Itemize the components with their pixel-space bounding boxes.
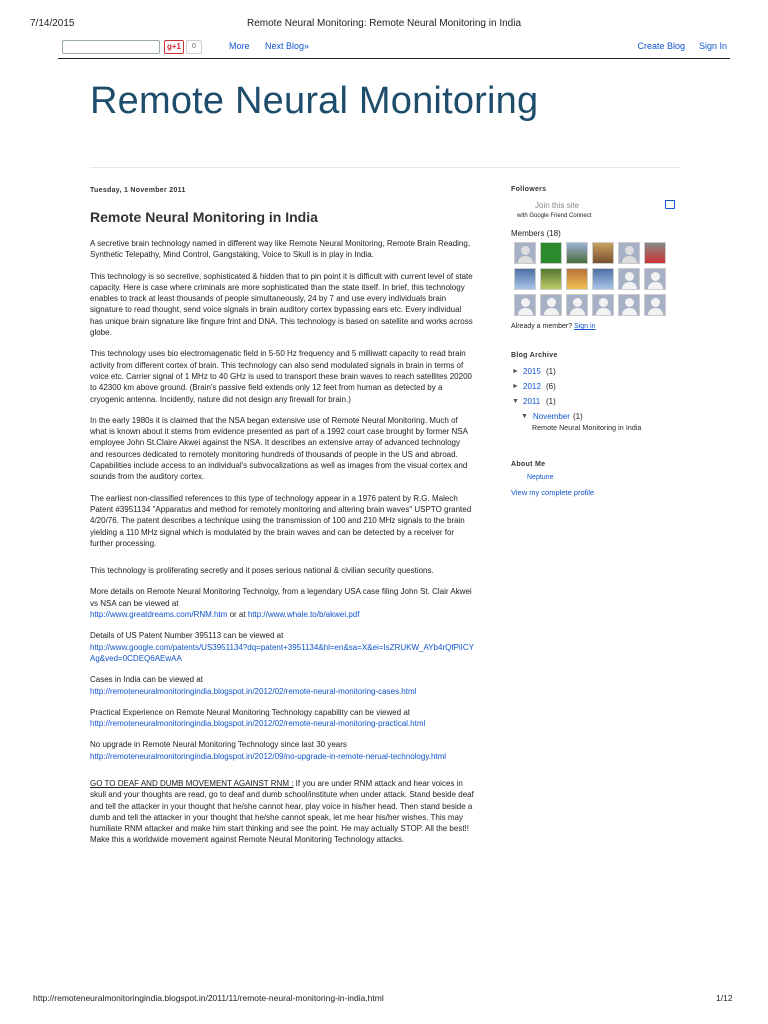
post-date: Tuesday, 1 November 2011 xyxy=(90,187,186,194)
archive-heading: Blog Archive xyxy=(511,352,558,359)
sidebar xyxy=(511,186,681,497)
member-avatar[interactable] xyxy=(514,268,536,290)
post-paragraph: This technology is so secretive, sophisticated & hidden that to pin point it is difficult with current level of state capacity. Here is case where criminals are more sophisticated than the state itself. In brief, this technology enables to track at least thousands of people simultaneously, 24 by 7 and use every individuals brain signature to read thought, send voice signals in brain auditory cortex bypassing ears etc. Every individual has unique brain signature like fingure frint and DNA. This technology is based on satellite and works across globe. xyxy=(90,271,473,338)
post-body xyxy=(90,238,475,856)
already-member xyxy=(511,323,681,330)
collapsed-toggle-icon[interactable]: ► xyxy=(512,368,519,375)
noupgrade-link[interactable]: http://remoteneuralmonitoringindia.blogspot.in/2012/09/no-upgrade-in-remote-nerual-technology.html xyxy=(90,751,447,761)
details-paragraph xyxy=(90,586,475,620)
post-paragraph: This technology is proliferating secretly and it poses serious national & civilian security questions. xyxy=(90,566,434,576)
members-count: Members (18) xyxy=(511,229,561,238)
movement-heading: GO TO DEAF AND DUMB MOVEMENT AGAINST RNM : xyxy=(90,778,294,788)
followers-heading: Followers xyxy=(511,186,547,193)
cases-intro: Cases in India can be viewed at xyxy=(90,675,203,685)
print-title: Remote Neural Monitoring: Remote Neural Monitoring in India xyxy=(246,18,522,29)
member-avatar[interactable] xyxy=(540,242,562,264)
blogger-navbar xyxy=(58,39,730,57)
cases-link[interactable]: http://remoteneuralmonitoringindia.blogspot.in/2012/02/remote-neural-monitoring-cases.html xyxy=(90,686,417,696)
search-input[interactable] xyxy=(62,40,160,54)
google-plus-one-button[interactable]: g+1 xyxy=(164,40,184,54)
sign-in-link[interactable]: Sign In xyxy=(698,41,727,51)
author-name-link[interactable]: Neptune xyxy=(527,474,554,481)
noupgrade-intro: No upgrade in Remote Neural Monitoring Technology since last 30 years xyxy=(90,740,347,750)
page-number: 1/12 xyxy=(716,993,733,1003)
next-blog-link[interactable]: Next Blog» xyxy=(265,41,310,51)
about-heading: About Me xyxy=(511,461,546,468)
blog-title[interactable]: Remote Neural Monitoring xyxy=(90,80,539,122)
member-avatar[interactable] xyxy=(514,242,536,264)
noupgrade-paragraph xyxy=(90,739,475,762)
whale-link[interactable]: http://www.whale.to/b/akwei.pdf xyxy=(247,610,360,620)
member-avatar[interactable] xyxy=(644,294,666,316)
print-header xyxy=(0,18,768,32)
already-member-text: Already a member? xyxy=(511,323,575,330)
create-blog-link[interactable]: Create Blog xyxy=(637,41,685,51)
member-avatar[interactable] xyxy=(566,294,588,316)
about-me xyxy=(511,461,681,497)
member-avatar[interactable] xyxy=(592,294,614,316)
post-paragraph: In the early 1980s it is claimed that the NSA began extensive use of Remote Neural Monitoring. Much of what is known about it stems from evidence presented as part of a 1992 court case brought by former NSA employee John St.Claire Akwei against the NSA. It describes an extensive array of advanced technology and resources dedicated to remotely monitoring hundreds of thousands of people in the US and abroad. Capabilities include access to an individual's subvocalizations as well as images from the visual cortex and sounds from the auditory cortex. xyxy=(90,415,468,482)
blog-archive xyxy=(511,352,681,432)
archive-count: (1) xyxy=(573,412,583,421)
archive-count: (6) xyxy=(546,382,556,391)
archive-count: (1) xyxy=(546,367,556,376)
follower-sign-in-link[interactable]: Sign in xyxy=(574,323,596,330)
member-avatar[interactable] xyxy=(566,242,588,264)
archive-year-link[interactable]: 2012 xyxy=(523,382,541,391)
post-paragraph: A secretive brain technology named in different way like Remote Neural Monitoring, Remote Brain Reading, Synthetic Telepathy, Mind Control, Gangstaking, Voice to Skull is in play in India. xyxy=(90,239,471,260)
archive-year xyxy=(511,397,681,412)
member-avatar[interactable] xyxy=(644,268,666,290)
practical-intro: Practical Experience on Remote Neural Monitoring Technology capability can be viewed at xyxy=(90,707,411,717)
more-link[interactable]: More xyxy=(229,41,250,51)
gfc-label: with Google Friend Connect xyxy=(517,213,592,219)
collapsed-toggle-icon[interactable]: ► xyxy=(512,383,519,390)
archive-post-link[interactable]: Remote Neural Monitoring in India xyxy=(532,425,642,432)
member-avatar[interactable] xyxy=(514,294,536,316)
patent-intro: Details of US Patent Number 395113 can be viewed at xyxy=(90,631,284,641)
members-grid xyxy=(514,242,681,316)
archive-month xyxy=(511,412,681,427)
member-avatar[interactable] xyxy=(592,268,614,290)
greatdreams-link[interactable]: http://www.greatdreams.com/RNM.htm xyxy=(90,610,228,620)
expanded-toggle-icon[interactable]: ▼ xyxy=(521,413,528,420)
archive-month-link[interactable]: November xyxy=(533,412,570,421)
member-avatar[interactable] xyxy=(592,242,614,264)
plus-one-count: 0 xyxy=(186,40,202,54)
print-url: http://remoteneuralmonitoringindia.blogspot.in/2011/11/remote-neural-monitoring-in-india.html xyxy=(33,993,384,1003)
navbar-divider xyxy=(58,58,730,59)
details-intro: More details on Remote Neural Monitoring Technolgy, from a legendary USA case filing John St. Clair Akwei vs NSA can be viewed at xyxy=(90,587,472,608)
archive-count: (1) xyxy=(546,397,556,406)
member-avatar[interactable] xyxy=(540,268,562,290)
follow-widget xyxy=(511,201,681,225)
archive-year xyxy=(511,382,681,397)
post-paragraph: This technology uses bio electromagenatic field in 5-50 Hz frequency and 5 milliwatt capacity to read brain activity from different cortex of brain. This technology can also send modulated signals in brain in terms of voice etc. Carrier signal of 1 MHz to 40 GHz is used to transport these brain waves to reach satellites 20200 to 42300 km above ground. (Brain's passive field extends only 12 feet from human as detected by a cryogenic antenna. Incidently, nature did not design any firewall for brain.) xyxy=(90,349,472,404)
member-avatar[interactable] xyxy=(644,242,666,264)
join-site-link[interactable]: Join this site xyxy=(535,201,580,210)
post-title[interactable]: Remote Neural Monitoring in India xyxy=(90,209,318,225)
member-avatar[interactable] xyxy=(618,242,640,264)
header-divider xyxy=(90,167,680,168)
member-avatar[interactable] xyxy=(566,268,588,290)
archive-year-link[interactable]: 2011 xyxy=(523,397,541,406)
view-profile-link[interactable]: View my complete profile xyxy=(511,488,595,497)
practical-link[interactable]: http://remoteneuralmonitoringindia.blogspot.in/2012/02/remote-neural-monitoring-practical.html xyxy=(90,719,426,729)
archive-year xyxy=(511,367,681,382)
details-or: or at xyxy=(227,610,248,620)
member-avatar[interactable] xyxy=(540,294,562,316)
cases-paragraph xyxy=(90,674,475,697)
member-avatar[interactable] xyxy=(618,268,640,290)
practical-paragraph xyxy=(90,707,475,730)
print-date: 7/14/2015 xyxy=(30,18,75,29)
movement-text: If you are under RNM attack and hear voices in skull and your thoughts are read, go to deaf and dumb school/institute when under attack. Stand beside deaf and tell the attacker in your thought that he/she cannot hear, play voice in his/her head. Then stand beside a dumb and tell the attacker in your thought that he/she cannot speak, let me hear his/her wishes. This may humiliate RNM attacker and make him start thinking and see the point. He may actually STOP. All the best!! Make this a worldwide movement against Remote Neural Monitoring Technology attacks. xyxy=(90,778,474,845)
archive-year-link[interactable]: 2015 xyxy=(523,367,541,376)
movement-paragraph xyxy=(90,778,475,846)
member-avatar[interactable] xyxy=(618,294,640,316)
gfc-icon[interactable] xyxy=(665,200,675,209)
expanded-toggle-icon[interactable]: ▼ xyxy=(512,398,519,405)
patent-paragraph xyxy=(90,630,475,664)
post-paragraph: The earliest non-classified references to this type of technology appear in a 1976 patent by R.G. Malech Patent #3951134 "Apparatus and method for remotely monitoring and altering brain waves" USPTO granted 4/20/76. The patent describes a technique using the transmission of 100 and 210 MHz signals to the brain yielding a 110 MHz signal which is modulated by the brain waves and can be detected by a receiver for further processing. xyxy=(90,493,472,548)
patent-link[interactable]: http://www.google.com/patents/US3951134?dq=patent+3951134&hl=en&sa=X&ei=IsZRUKW_AYb4rQfPiICYAg&ved=0CDEQ6AEwAA xyxy=(90,642,475,663)
